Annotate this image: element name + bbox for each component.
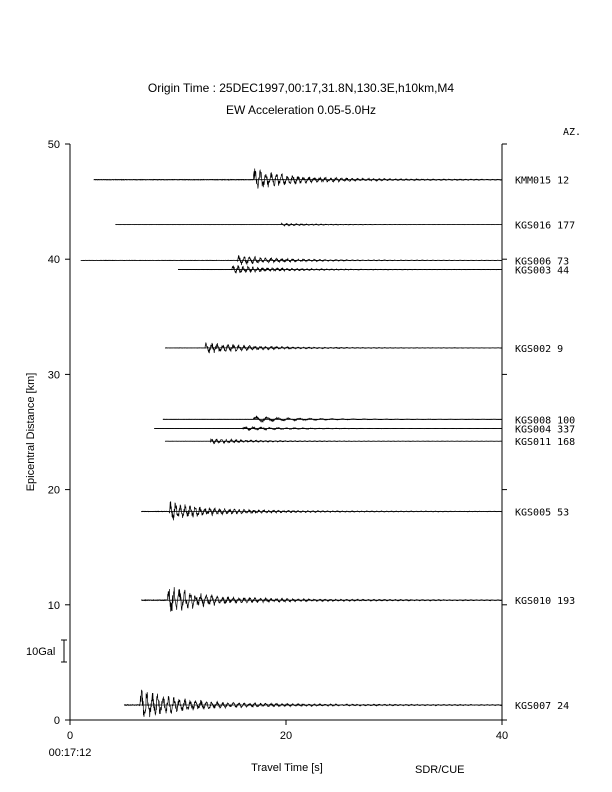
y-tick-label: 30 [47,369,60,382]
trace-kgs004 [154,427,502,431]
y-tick-label: 0 [53,715,60,727]
station-label-kgs010: KGS010 193 [515,596,576,608]
x-tick-label: 0 [66,730,74,742]
trace-kgs005 [141,501,502,520]
station-label-kgs003: KGS003 44 [515,265,570,277]
y-tick-label: 50 [47,139,60,151]
x-tick-label: 40 [495,730,509,742]
station-label-kgs006: KGS006 73 [515,256,570,268]
trace-kgs011 [165,439,502,444]
trace-kgs007 [124,690,502,717]
y-tick-label: 10 [47,599,60,612]
y-tick-label: 40 [47,254,60,267]
scale-bar-label: 10Gal [26,646,56,658]
station-label-kgs005: KGS005 53 [515,507,570,519]
chart-title: Origin Time : 25DEC1997,00:17,31.8N,130.3E,h10km,M4 [147,81,455,95]
trace-kgs016 [115,223,502,226]
trace-kgs006 [81,255,502,265]
y-axis-label: Epicentral Distance [km] [25,372,37,492]
x-tick-label: 20 [279,730,293,742]
x-axis-label: Travel Time [s] [251,762,323,774]
station-label-kgs007: KGS007 24 [515,701,570,713]
station-label-kmm015: KMM015 12 [515,175,570,187]
trace-kgs003 [178,266,502,274]
station-label-kgs016: KGS016 177 [515,220,576,232]
credit-label: SDR/CUE [415,764,465,776]
trace-kgs010 [141,587,502,612]
start-time-label: 00:17:12 [48,747,92,759]
station-label-kgs008: KGS008 100 [515,415,576,427]
station-label-kgs002: KGS002 9 [515,343,564,355]
trace-kmm015 [94,169,502,189]
station-label-kgs004: KGS004 337 [515,424,576,436]
station-label-kgs011: KGS011 168 [515,437,576,449]
y-tick-label: 20 [47,484,60,497]
trace-kgs008 [163,416,502,422]
azimuth-header: AZ. [563,127,582,138]
chart-subtitle: EW Acceleration 0.05-5.0Hz [225,103,377,117]
